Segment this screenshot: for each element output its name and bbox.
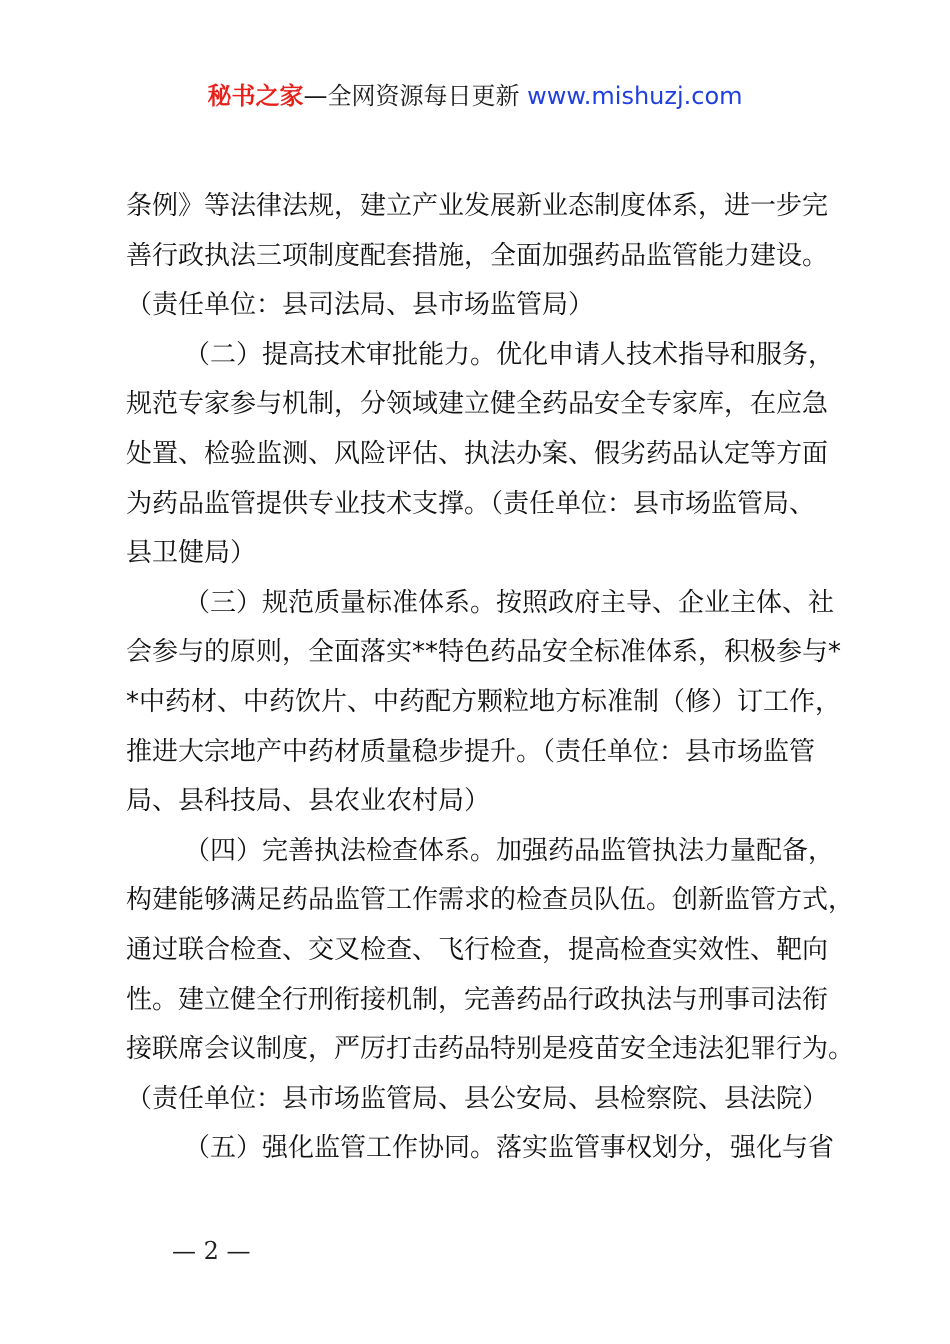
page-number: — 2 — (172, 1237, 251, 1265)
text-line: （二）提高技术审批能力。优化申请人技术指导和服务， (184, 339, 835, 370)
text-line: 县卫健局） (126, 538, 257, 569)
text-line: 会参与的原则，全面落实**特色药品安全标准体系，积极参与* (126, 637, 842, 668)
text-line: 条例》等法律法规，建立产业发展新业态制度体系，进一步完 (126, 191, 829, 221)
brand-name: 秘书之家 (207, 82, 304, 110)
text-line: 为药品监管提供专业技术支撑。（责任单位：县市场监管局、 (126, 488, 816, 519)
text-line: （五）强化监管工作协同。落实监管事权划分，强化与省 (184, 1133, 835, 1164)
text-line: （三）规范质量标准体系。按照政府主导、企业主体、社 (184, 587, 835, 618)
text-line: 构建能够满足药品监管工作需求的检查员队伍。创新监管方式， (126, 885, 855, 916)
header-slogan: —全网资源每日更新 (303, 82, 520, 110)
text-line: 推进大宗地产中药材质量稳步提升。（责任单位：县市场监管 (126, 736, 816, 767)
text-line: 处置、检验监测、风险评估、执法办案、假劣药品认定等方面 (126, 438, 829, 469)
text-line: 性。建立健全行刑衔接机制，完善药品行政执法与刑事司法衔 (126, 984, 829, 1015)
text-line: （责任单位：县市场监管局、县公安局、县检察院、县法院） (126, 1083, 829, 1114)
text-line: 善行政执法三项制度配套措施，全面加强药品监管能力建设。 (126, 240, 829, 271)
text-line: 规范专家参与机制，分领域建立健全药品安全专家库，在应急 (126, 389, 829, 420)
document-body (126, 182, 855, 1174)
text-line: 接联席会议制度，严厉打击药品特别是疫苗安全违法犯罪行为。 (126, 1034, 855, 1065)
text-line: 局、县科技局、县农业农村局） (126, 786, 491, 817)
site-url-link[interactable]: www.mishuzj.com (527, 82, 743, 110)
text-line: *中药材、中药饮片、中药配方颗粒地方标准制（修）订工作， (126, 686, 842, 717)
text-line: 通过联合检查、交叉检查、飞行检查，提高检查实效性、靶向 (126, 934, 829, 965)
text-line: （四）完善执法检查体系。加强药品监管执法力量配备， (184, 835, 835, 866)
site-header (0, 78, 950, 114)
text-line: （责任单位：县司法局、县市场监管局） (126, 290, 595, 321)
